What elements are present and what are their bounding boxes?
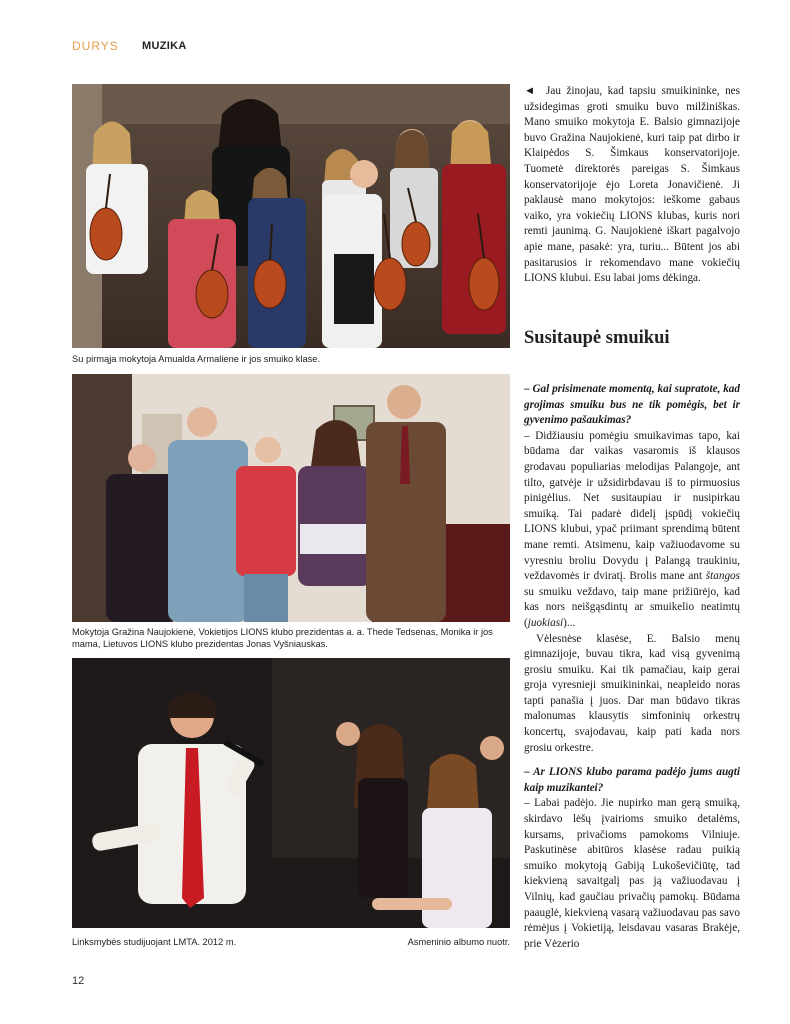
photo-lions-group-image: [72, 374, 510, 622]
subheading: Susitaupė smuikui: [524, 328, 670, 348]
question-2: – Ar LIONS klubo parama padėjo jums augti kaip muzikantei?: [524, 766, 740, 794]
photo-party: [72, 658, 510, 928]
intro-paragraph: Jau žinojau, kad tapsiu smuikininke, nes užsidegimas groti smuiku buvo milžiniškas. Mano smuiko mokytoja E. Balsio gimnazijoje buvo Gražina Naujokienė, kuri taip pat dirbo ir Klaipėdos S. Šimkaus konservatorijoje. Tuometė direktorės pareigas S. Šimkaus konservatorijoje ėjo Loreta Jonavičienė. Ji paklausė mano mokytojos: ieškome gabaus vaiko, yra vokiečių LIONS klubas, kuris nori remti jaunimą. G. Naujokienė iškart pagalvojo apie mane, pasakė: yra, turiu... Būtent jos abi pasitarusios ir rekomendavo mane vokiečių LIONS klubui. Esu labai joms dėkinga.: [524, 85, 740, 285]
magazine-brand: DURYS: [72, 39, 119, 53]
photo-violin-class: [72, 84, 510, 348]
page-header: [72, 38, 187, 54]
article-intro: [524, 84, 740, 287]
answer-2: – Labai padėjo. Jie nupirko man gerą smuiką, skirdavo lėšų įvairioms smuiko detalėms, kursams, privačioms pamokoms Vilniuje. Paskutinėse abitūros klasėse radau puikią smuiko mokytoją Gabiją Lukoševičiūtę, tad kiekvieną savaitgalį pas ją važiuodavau į Vilnių, kad gaučiau privačių pamokų. Būdama paauglė, kiekvieną vasarą važiuodavau pas savo rėmėjus į Vokietiją, leisdavau vasaras Brakėje, prie Vėzerio: [524, 797, 740, 950]
photo-lions-group: [72, 374, 510, 622]
photo-violin-class-image: [72, 84, 510, 348]
continued-marker-icon: ◄: [524, 85, 536, 97]
question-1: – Gal prisimenate momentą, kai supratote, kad grojimas smuiku bus ne tik pomėgis, bet ir gyvenimo pašaukimas?: [524, 383, 740, 427]
caption-photo-1: Su pirmąja mokytoja Amualda Armaliene ir jos smuiko klase.: [72, 354, 321, 364]
caption-photo-2: Mokytoja Gražina Naujokienė, Vokietijos LIONS klubo prezidentas a. a. Thede Tedsenas, Monika ir jos mama, Lietuvos LIONS klubo prezidentas Jonas Vyšniauskas.: [72, 627, 493, 649]
answer-1: – Didžiausiu pomėgiu smuikavimas tapo, kai būdama dar vaikas vasaromis iš klausos grodavau populiarias melodijas Palangoje, ant tilto, gatvėje ir užsidirbdavau iš to pirmuosius pinigėlius. Net susitaupiau ir nusipirkau smuiką. Tai padarė didelį įspūdį vokiečių LIONS klubui, ypač priimant sprendimą būtent mane remti. Atsimenu, kaip važiuodavome su vyresniu broliu Dovydu į Palangą traukiniu, veždavomės ir dviratį. Brolis mane ant štangos su smuiku veždavo, taip mane prižiūrėjo, kad kas nors neišgąsdintų ar smuikelio neatimtų (juokiasi)...: [524, 429, 740, 629]
section-label: MUZIKA: [142, 40, 187, 52]
article-body: [524, 382, 740, 952]
caption-photo-3: Linksmybės studijuojant LMTA. 2012 m.: [72, 937, 237, 947]
caption-photo-3-credit: Asmeninio albumo nuotr.: [407, 937, 510, 947]
page-number: 12: [72, 975, 85, 987]
photo-party-image: [72, 658, 510, 928]
paragraph-2: Vėlesnėse klasėse, E. Balsio menų gimnazijoje, buvau tikra, kad visą gyvenimą grosiu smuiku. Kai tik pamačiau, kaip gerai groja vyresnieji smuikininkai, neapleido noras tapti panašia į juos. Dar man būdavo tikras malonumas klausytis simfoninių orkestrų koncertų, svajodavau, kaip pati kada nors grosiu orkestre.: [524, 632, 740, 754]
